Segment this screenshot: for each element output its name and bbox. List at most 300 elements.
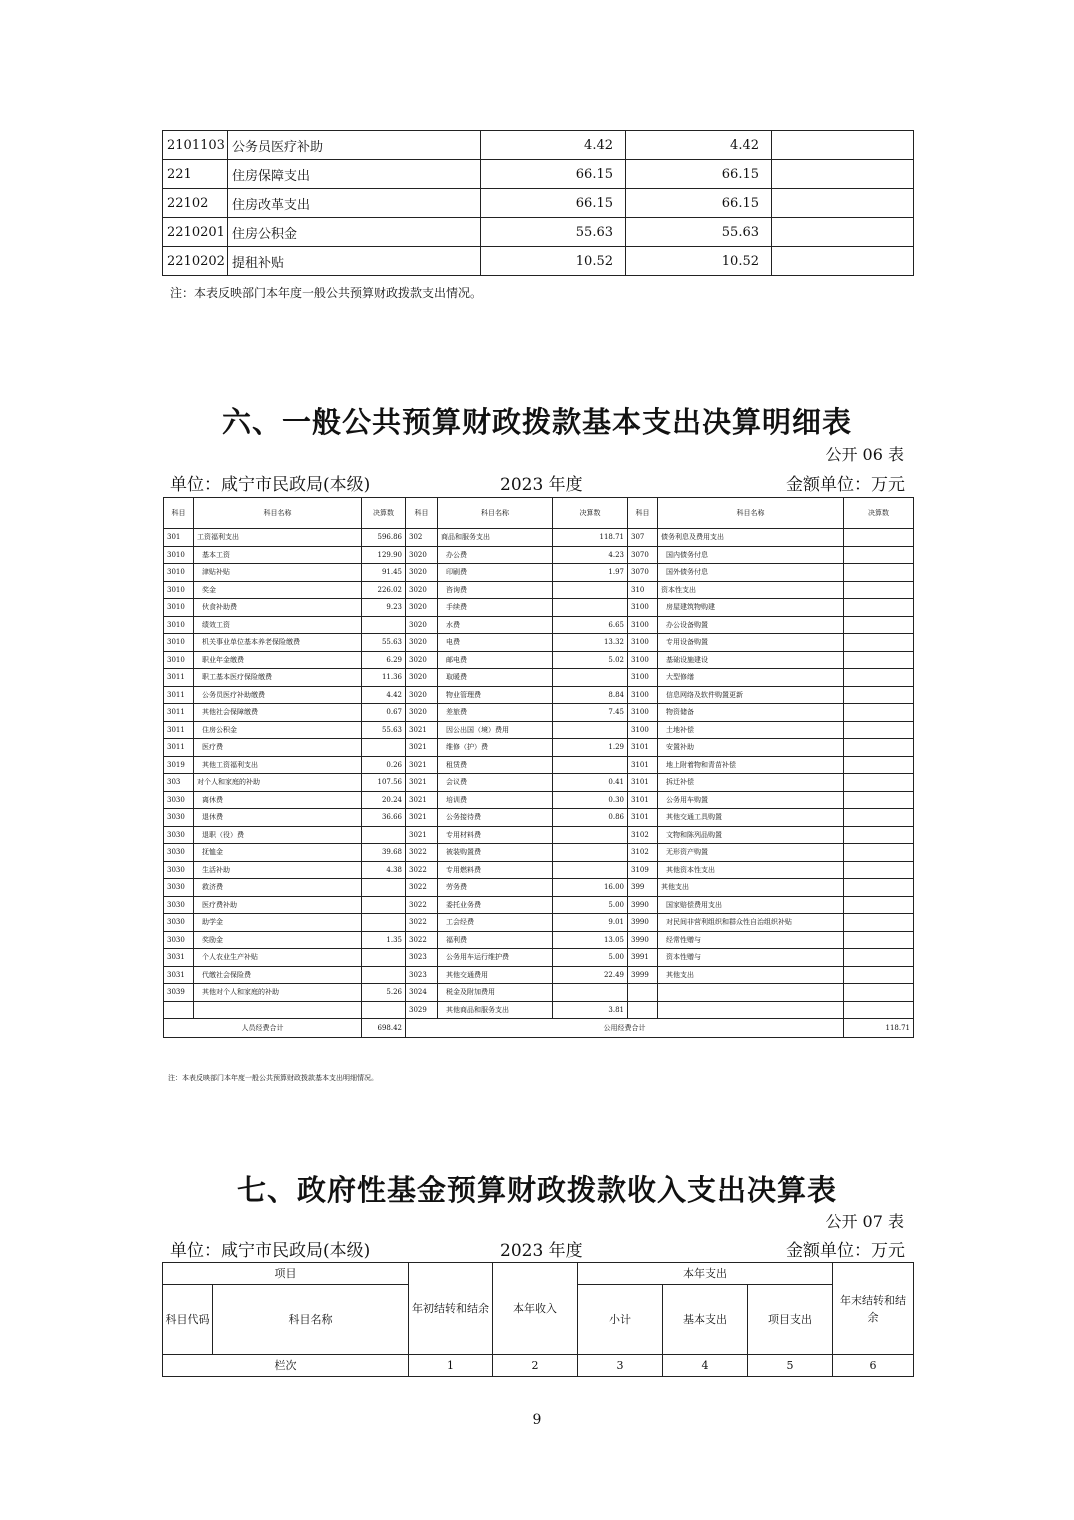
cell-code: 3100 (628, 669, 658, 687)
cell-code: 3020 (406, 616, 438, 634)
cell-v1: 10.52 (481, 247, 626, 276)
cell-code: 3030 (164, 809, 194, 827)
cell-name: 机关事业单位基本养老保险缴费 (194, 634, 362, 652)
table-note: 注：本表反映部门本年度一般公共预算财政拨款基本支出明细情况。 (168, 1074, 378, 1082)
cell-v2: 55.63 (626, 218, 772, 247)
basic-expenditure-detail-table (163, 497, 914, 1038)
cell-name: 其他商品和服务支出 (438, 1001, 553, 1019)
cell-amount (362, 739, 406, 757)
cell-name: 绩效工资 (194, 616, 362, 634)
cell-code: 3101 (628, 809, 658, 827)
cell-name: 办公费 (438, 546, 553, 564)
cell-name: 住房改革支出 (228, 189, 481, 218)
cell-v1: 4.42 (481, 131, 626, 160)
cell-amount (362, 826, 406, 844)
cell-v2: 66.15 (626, 160, 772, 189)
col-number: 6 (833, 1355, 914, 1377)
cell-amount (553, 721, 628, 739)
cell-code: 3991 (628, 949, 658, 967)
cell-code: 3023 (406, 949, 438, 967)
table-row (164, 756, 914, 774)
cell-amount: 5.00 (553, 949, 628, 967)
cell-amount: 0.67 (362, 704, 406, 722)
cell-amount: 0.26 (362, 756, 406, 774)
cell-amount (362, 879, 406, 897)
table-row (164, 686, 914, 704)
header-end-balance: 年末结转和结余 (833, 1263, 914, 1355)
cell-code: 3020 (406, 546, 438, 564)
cell-name: 物资储备 (658, 704, 844, 722)
cell-code: 3021 (406, 774, 438, 792)
col-number: 5 (748, 1355, 833, 1377)
cell-name: 其他对个人和家庭的补助 (194, 984, 362, 1002)
table-row (164, 826, 914, 844)
cell-code: 302 (406, 529, 438, 547)
cell-code: 303 (164, 774, 194, 792)
cell-code: 3023 (406, 966, 438, 984)
cell-v2: 10.52 (626, 247, 772, 276)
col-number: 3 (578, 1355, 663, 1377)
cell-name: 提租补贴 (228, 247, 481, 276)
cell-amount: 0.30 (553, 791, 628, 809)
cell-amount (844, 931, 914, 949)
cell-amount (362, 896, 406, 914)
cell-name: 公务接待费 (438, 809, 553, 827)
cell-code: 3020 (406, 634, 438, 652)
cell-name: 专用材料费 (438, 826, 553, 844)
cell-name: 水费 (438, 616, 553, 634)
header-amount: 决算数 (844, 498, 914, 529)
table-row (164, 564, 914, 582)
table-row (164, 546, 914, 564)
cell-name: 对个人和家庭的补助 (194, 774, 362, 792)
cell-code: 3990 (628, 931, 658, 949)
table-row (164, 879, 914, 897)
cell-amount (844, 564, 914, 582)
year-label: 2023 年度 (500, 475, 583, 495)
col-number: 1 (409, 1355, 493, 1377)
cell-name: 国外债务付息 (658, 564, 844, 582)
cell-name: 资本性支出 (658, 581, 844, 599)
cell-code: 3990 (628, 914, 658, 932)
cell-v1: 55.63 (481, 218, 626, 247)
cell-code: 3011 (164, 669, 194, 687)
cell-code: 3100 (628, 704, 658, 722)
cell-amount: 596.86 (362, 529, 406, 547)
cell-amount (844, 826, 914, 844)
cell-name: 离休费 (194, 791, 362, 809)
cell-name: 其他资本性支出 (658, 861, 844, 879)
cell-name: 国家赔偿费用支出 (658, 896, 844, 914)
cell-code: 3011 (164, 721, 194, 739)
cell-name: 基本工资 (194, 546, 362, 564)
cell-code: 2210201 (163, 218, 228, 247)
cell-code: 3100 (628, 721, 658, 739)
cell-amount: 4.42 (362, 686, 406, 704)
totals-row (164, 1019, 914, 1038)
table-row (164, 739, 914, 757)
page-number: 9 (532, 1412, 542, 1428)
cell-name (658, 1001, 844, 1019)
table-row (163, 131, 914, 160)
cell-amount (362, 914, 406, 932)
cell-code: 3031 (164, 966, 194, 984)
cell-amount (844, 844, 914, 862)
cell-amount (844, 774, 914, 792)
total-personnel-label: 人员经费合计 (164, 1019, 362, 1038)
header-code: 科目代码 (163, 1285, 213, 1355)
cell-amount (553, 669, 628, 687)
cell-code: 3020 (406, 651, 438, 669)
table-row (163, 247, 914, 276)
cell-code: 3030 (164, 931, 194, 949)
cell-name (658, 984, 844, 1002)
expenditure-table-continued (162, 130, 914, 276)
cell-name: 文物和陈列品购置 (658, 826, 844, 844)
cell-code: 3010 (164, 616, 194, 634)
col-number: 4 (663, 1355, 748, 1377)
cell-code: 3021 (406, 721, 438, 739)
table-row (164, 931, 914, 949)
cell-name: 工会经费 (438, 914, 553, 932)
cell-code: 3030 (164, 879, 194, 897)
cell-code: 3109 (628, 861, 658, 879)
cell-amount: 22.49 (553, 966, 628, 984)
cell-name: 医疗费补助 (194, 896, 362, 914)
cell-amount (553, 599, 628, 617)
cell-name: 津贴补贴 (194, 564, 362, 582)
table-row (164, 581, 914, 599)
cell-code: 3024 (406, 984, 438, 1002)
cell-name: 助学金 (194, 914, 362, 932)
cell-name: 大型修缮 (658, 669, 844, 687)
cell-amount: 36.66 (362, 809, 406, 827)
cell-code: 3022 (406, 879, 438, 897)
cell-name: 取暖费 (438, 669, 553, 687)
cell-amount (553, 581, 628, 599)
cell-name: 地上附着物和青苗补偿 (658, 756, 844, 774)
cell-name: 维修（护）费 (438, 739, 553, 757)
cell-code: 3010 (164, 564, 194, 582)
cell-amount: 55.63 (362, 721, 406, 739)
unit-label: 单位：咸宁市民政局(本级) (170, 1241, 371, 1261)
header-begin-balance: 年初结转和结余 (409, 1263, 493, 1355)
cell-code: 3010 (164, 581, 194, 599)
cell-name: 公务用车运行维护费 (438, 949, 553, 967)
cell-name: 国内债务付息 (658, 546, 844, 564)
cell-code: 399 (628, 879, 658, 897)
cell-amount: 8.84 (553, 686, 628, 704)
cell-amount (844, 686, 914, 704)
cell-amount: 11.36 (362, 669, 406, 687)
cell-amount: 5.02 (553, 651, 628, 669)
cell-name: 债务利息及费用支出 (658, 529, 844, 547)
cell-amount (844, 581, 914, 599)
cell-amount (362, 1001, 406, 1019)
cell-name: 无形资产购置 (658, 844, 844, 862)
cell-amount: 91.45 (362, 564, 406, 582)
cell-name: 住房公积金 (228, 218, 481, 247)
cell-code: 307 (628, 529, 658, 547)
table-row (164, 599, 914, 617)
cell-name: 信息网络及软件购置更新 (658, 686, 844, 704)
cell-name: 邮电费 (438, 651, 553, 669)
cell-code: 3021 (406, 826, 438, 844)
header-project-expense: 项目支出 (748, 1285, 833, 1355)
header-income: 本年收入 (493, 1263, 578, 1355)
cell-name: 经常性赠与 (658, 931, 844, 949)
cell-code: 22102 (163, 189, 228, 218)
cell-code: 3020 (406, 686, 438, 704)
cell-name: 物业管理费 (438, 686, 553, 704)
table-row (164, 651, 914, 669)
cell-name: 电费 (438, 634, 553, 652)
table-row (164, 949, 914, 967)
cell-name: 安置补助 (658, 739, 844, 757)
cell-code: 3102 (628, 826, 658, 844)
cell-amount: 39.68 (362, 844, 406, 862)
table-row (164, 616, 914, 634)
table-row (164, 966, 914, 984)
cell-code: 3010 (164, 634, 194, 652)
cell-amount: 0.86 (553, 809, 628, 827)
cell-code: 3039 (164, 984, 194, 1002)
cell-amount: 13.05 (553, 931, 628, 949)
cell-code: 3101 (628, 791, 658, 809)
year-label: 2023 年度 (500, 1241, 583, 1261)
cell-code: 3020 (406, 564, 438, 582)
cell-name: 医疗费 (194, 739, 362, 757)
cell-amount: 107.56 (362, 774, 406, 792)
cell-name: 生活补助 (194, 861, 362, 879)
cell-amount: 5.26 (362, 984, 406, 1002)
cell-amount: 13.32 (553, 634, 628, 652)
table-row (164, 669, 914, 687)
cell-code: 3022 (406, 861, 438, 879)
cell-v3 (772, 160, 914, 189)
public-table-number: 公开 06 表 (825, 445, 904, 464)
cell-code: 3102 (628, 844, 658, 862)
cell-amount (553, 861, 628, 879)
cell-amount (844, 1001, 914, 1019)
table-row (163, 218, 914, 247)
cell-code: 3100 (628, 651, 658, 669)
cell-code: 3990 (628, 896, 658, 914)
cell-code: 3010 (164, 599, 194, 617)
cell-code: 3030 (164, 791, 194, 809)
header-code: 科目 (406, 498, 438, 529)
cell-amount: 5.00 (553, 896, 628, 914)
cell-name: 拆迁补偿 (658, 774, 844, 792)
cell-amount (844, 861, 914, 879)
cell-amount (553, 826, 628, 844)
cell-amount (844, 721, 914, 739)
cell-code: 3100 (628, 616, 658, 634)
table-row (164, 704, 914, 722)
table-row (164, 634, 914, 652)
cell-name: 培训费 (438, 791, 553, 809)
cell-code: 3021 (406, 756, 438, 774)
table-row (164, 809, 914, 827)
table-row (163, 189, 914, 218)
cell-amount (844, 756, 914, 774)
cell-code: 3101 (628, 739, 658, 757)
header-basic: 基本支出 (663, 1285, 748, 1355)
col-number: 2 (493, 1355, 578, 1377)
cell-code: 3030 (164, 861, 194, 879)
cell-code: 3019 (164, 756, 194, 774)
cell-code: 301 (164, 529, 194, 547)
cell-amount (844, 809, 914, 827)
cell-amount (362, 616, 406, 634)
cell-name: 税金及附加费用 (438, 984, 553, 1002)
header-name: 科目名称 (213, 1285, 409, 1355)
cell-amount (844, 966, 914, 984)
cell-name: 代缴社会保险费 (194, 966, 362, 984)
table-row (164, 1001, 914, 1019)
cell-code: 3022 (406, 844, 438, 862)
cell-amount: 129.90 (362, 546, 406, 564)
cell-v3 (772, 247, 914, 276)
cell-name: 手续费 (438, 599, 553, 617)
section-title: 七、政府性基金预算财政拨款收入支出决算表 (236, 1173, 837, 1207)
cell-name: 其他支出 (658, 966, 844, 984)
cell-code: 310 (628, 581, 658, 599)
cell-code: 2101103 (163, 131, 228, 160)
cell-name: 土地补偿 (658, 721, 844, 739)
cell-v3 (772, 131, 914, 160)
cell-amount (844, 984, 914, 1002)
cell-name: 委托业务费 (438, 896, 553, 914)
cell-code (164, 1001, 194, 1019)
cell-name: 住房公积金 (194, 721, 362, 739)
cell-name: 工资福利支出 (194, 529, 362, 547)
cell-code (628, 984, 658, 1002)
cell-amount (844, 791, 914, 809)
total-public-value: 118.71 (844, 1019, 914, 1038)
cell-name (194, 1001, 362, 1019)
header-name: 科目名称 (438, 498, 553, 529)
cell-code: 3022 (406, 931, 438, 949)
cell-code: 3020 (406, 669, 438, 687)
cell-name: 办公设备购置 (658, 616, 844, 634)
cell-name: 抚恤金 (194, 844, 362, 862)
cell-code: 3030 (164, 896, 194, 914)
cell-name: 其他交通工具购置 (658, 809, 844, 827)
table-row (164, 984, 914, 1002)
cell-amount: 4.38 (362, 861, 406, 879)
cell-amount (844, 634, 914, 652)
cell-name: 其他交通费用 (438, 966, 553, 984)
cell-name: 其他社会保障缴费 (194, 704, 362, 722)
cell-code: 3021 (406, 791, 438, 809)
cell-name: 房屋建筑物购建 (658, 599, 844, 617)
cell-code: 2210202 (163, 247, 228, 276)
header-name: 科目名称 (658, 498, 844, 529)
cell-amount: 20.24 (362, 791, 406, 809)
table-note: 注：本表反映部门本年度一般公共预算财政拨款支出情况。 (170, 286, 483, 300)
cell-name: 救济费 (194, 879, 362, 897)
cell-name: 商品和服务支出 (438, 529, 553, 547)
cell-name: 对民间非营利组织和群众性自治组织补贴 (658, 914, 844, 932)
section-title: 六、一般公共预算财政拨款基本支出决算明细表 (221, 405, 852, 439)
cell-v2: 66.15 (626, 189, 772, 218)
cell-name: 其他支出 (658, 879, 844, 897)
header-amount: 决算数 (362, 498, 406, 529)
cell-name: 专用燃料费 (438, 861, 553, 879)
cell-amount (844, 546, 914, 564)
cell-amount (844, 879, 914, 897)
cell-amount (844, 896, 914, 914)
cell-v1: 66.15 (481, 189, 626, 218)
cell-name: 咨询费 (438, 581, 553, 599)
header-subtotal: 小计 (578, 1285, 663, 1355)
cell-name: 劳务费 (438, 879, 553, 897)
cell-code: 3070 (628, 564, 658, 582)
cell-amount (844, 651, 914, 669)
public-table-number: 公开 07 表 (825, 1212, 904, 1231)
cell-code (628, 1001, 658, 1019)
cell-code: 3100 (628, 634, 658, 652)
cell-code: 3029 (406, 1001, 438, 1019)
cell-amount: 118.71 (553, 529, 628, 547)
cell-amount: 226.02 (362, 581, 406, 599)
cell-name: 会议费 (438, 774, 553, 792)
cell-name: 其他工资福利支出 (194, 756, 362, 774)
cell-amount (553, 844, 628, 862)
cell-amount (844, 949, 914, 967)
cell-name: 福利费 (438, 931, 553, 949)
cell-name: 职业年金缴费 (194, 651, 362, 669)
cell-name: 职工基本医疗保险缴费 (194, 669, 362, 687)
cell-amount (844, 739, 914, 757)
cell-amount (553, 984, 628, 1002)
cell-code: 3011 (164, 686, 194, 704)
cell-v3 (772, 218, 914, 247)
cell-name: 退职（役）费 (194, 826, 362, 844)
cell-name: 租赁费 (438, 756, 553, 774)
header-code: 科目 (628, 498, 658, 529)
cell-name: 被装购置费 (438, 844, 553, 862)
cell-amount: 1.35 (362, 931, 406, 949)
cell-amount (362, 949, 406, 967)
cell-amount (844, 669, 914, 687)
cell-name: 退休费 (194, 809, 362, 827)
cell-amount: 16.00 (553, 879, 628, 897)
cell-amount (844, 914, 914, 932)
government-fund-table (162, 1262, 914, 1377)
table-row (164, 861, 914, 879)
cell-name: 因公出国（境）费用 (438, 721, 553, 739)
cell-amount (362, 966, 406, 984)
cell-code: 3070 (628, 546, 658, 564)
cell-code: 3101 (628, 774, 658, 792)
cell-amount: 55.63 (362, 634, 406, 652)
cell-code: 3021 (406, 809, 438, 827)
table-row (164, 844, 914, 862)
total-public-label: 公用经费合计 (406, 1019, 844, 1038)
cell-code: 3010 (164, 546, 194, 564)
cell-code: 3031 (164, 949, 194, 967)
cell-name: 公务用车购置 (658, 791, 844, 809)
cell-code: 3020 (406, 704, 438, 722)
cell-code: 3011 (164, 739, 194, 757)
cell-amount (553, 756, 628, 774)
table-row (164, 774, 914, 792)
header-amount: 决算数 (553, 498, 628, 529)
cell-name: 印刷费 (438, 564, 553, 582)
cell-code: 3011 (164, 704, 194, 722)
